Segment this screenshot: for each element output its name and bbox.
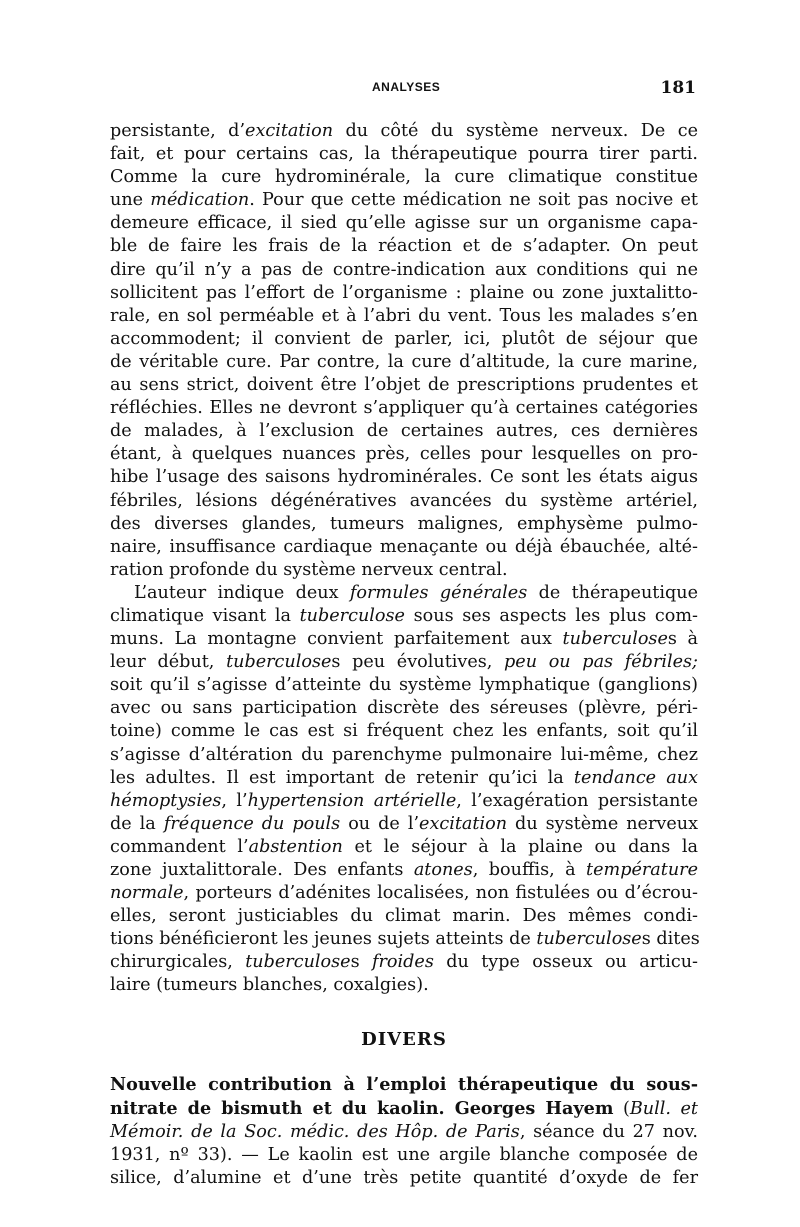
text-line: de véritable cure. Par contre, la cure d’altitude, la cure marine, [110,351,698,372]
text-line: s’agisse d’altération du parenchyme pulmonaire lui-même, chez [110,744,698,765]
text-line: les adultes. Il est important de retenir qu’ici la tendance aux [110,767,699,788]
article-title-text: nitrate de bismuth et du kaolin. Georges Hayem [110,1097,614,1119]
italic-text: excitation [419,813,508,834]
text-line: normale, porteurs d’adénites localisées, non fistulées ou d’écrou- [110,883,698,904]
text-line: accommodent; il convient de parler, ici, plutôt de séjour que [110,328,698,349]
italic-text: Mémoir. de la Soc. médic. des Hôp. de Paris [110,1121,520,1142]
section-title: DIVERS [361,1028,447,1050]
text-line: rale, en sol perméable et à l’abri du vent. Tous les malades s’en [110,305,698,326]
italic-text: normale [110,883,184,904]
text-line: tions bénéficieront les jeunes sujets atteints de tuberculoses dites [110,929,700,950]
text-line: hibe l’usage des saisons hydrominérales. Ce sont les états aigus [110,467,698,488]
italic-text: tuberculose [299,605,405,626]
italic-text: excitation [245,121,334,141]
text-line: étant, à quelques nuances près, celles pour lesquelles on pro- [110,444,698,465]
text-line: toine) comme le cas est si fréquent chez les enfants, soit qu’il [110,721,698,742]
italic-text: hypertension artérielle [247,790,457,811]
text-line: Comme la cure hydrominérale, la cure climatique constitue [110,167,698,188]
text-line: L’auteur indique deux formules générales de thérapeutique [134,582,699,603]
text-line: de la fréquence du pouls ou de l’excitation du système nerveux [110,813,698,834]
article-entry [110,1073,698,1190]
italic-text: température [586,860,699,880]
text-line: nitrate de bismuth et du kaolin. Georges Hayem (Bull. et [110,1097,698,1119]
italic-text: Bull. et [629,1098,698,1119]
italic-text: hémoptysies [110,790,222,811]
italic-text: tuberculose [245,952,351,973]
text-line: demeure efficace, il sied qu’elle agisse sur un organisme capa- [110,213,698,234]
text-line: au sens strict, doivent être l’objet de prescriptions prudentes et [110,375,698,396]
text-line: 1931, nº 33). — Le kaolin est une argile blanche composée de [110,1144,698,1165]
paragraph-climatic-cure [110,120,698,582]
text-line: silice, d’alumine et d’une très petite quantité d’oxyde de fer [110,1168,698,1189]
italic-text: peu ou pas fébriles; [504,652,698,673]
text-line: hémoptysies, l’hypertension artérielle, l’exagération persistante [110,790,698,811]
text-line: avec ou sans participation discrète des séreuses (plèvre, péri- [110,698,698,719]
text-line: Mémoir. de la Soc. médic. des Hôp. de Paris, séance du 27 nov. [110,1121,698,1142]
text-line: leur début, tuberculoses peu évolutives, peu ou pas fébriles; [110,652,698,673]
italic-text: tuberculose [562,629,668,650]
text-line: ration profonde du système nerveux central. [110,559,508,580]
text-line: sollicitent pas l’effort de l’organisme : plaine ou zone juxtalitto- [110,282,698,303]
text-line: des diverses glandes, tumeurs malignes, emphysème pulmo- [110,513,698,534]
text-line: laire (tumeurs blanches, coxalgies). [110,975,429,996]
text-line: zone juxtalittorale. Des enfants atones, bouffis, à température [110,860,699,880]
page-number: 181 [660,78,696,98]
page-header [110,78,698,102]
italic-text: froides [372,952,434,973]
text-line: elles, seront justiciables du climat marin. Des mêmes condi- [110,906,698,927]
italic-text: fréquence du pouls [163,813,341,834]
text-line: naire, insuffisance cardiaque menaçante ou déjà ébauchée, alté- [110,536,698,557]
text-line: muns. La montagne convient parfaitement aux tuberculoses à [110,629,698,650]
italic-text: médication [150,190,250,211]
italic-text: abstention [248,836,343,857]
text-line: chirurgicales, tuberculoses froides du type osseux ou articu- [110,952,698,973]
text-line: une médication. Pour que cette médication ne soit pas nocive et [110,190,698,211]
italic-text: tendance aux [573,767,699,788]
text-line [110,1073,698,1097]
text-line: commandent l’abstention et le séjour à la plaine ou dans la [110,836,698,857]
text-line: soit qu’il s’agisse d’atteinte du système lymphatique (ganglions) [110,675,698,696]
text-line: de malades, à l’exclusion de certaines autres, ces dernières [110,421,698,442]
text-line: réfléchies. Elles ne devront s’appliquer qu’à certaines catégories [110,398,698,419]
text-line: ble de faire les frais de la réaction et de s’adapter. On peut [110,236,698,257]
page-body [110,120,698,1190]
paragraph-tuberculosis [110,582,698,998]
article-title-text: Nouvelle contribution à l’emploi thérapeutique du sous- [110,1073,698,1095]
text-line: fait, et pour certains cas, la thérapeutique pourra tirer parti. [110,144,698,165]
italic-text: formules générales [349,582,528,603]
running-head: ANALYSES [372,80,441,94]
text-line: dire qu’il n’y a pas de contre-indication aux conditions qui ne [110,259,698,280]
italic-text: tuberculose [536,929,642,950]
text-line: persistante, d’excitation du côté du système nerveux. De ce [110,121,698,141]
italic-text: tuberculose [226,652,332,673]
text-line: fébriles, lésions dégénératives avancées du système artériel, [110,490,698,511]
text-line: climatique visant la tuberculose sous ses aspects les plus com- [110,605,698,626]
italic-text: atones [413,860,473,880]
